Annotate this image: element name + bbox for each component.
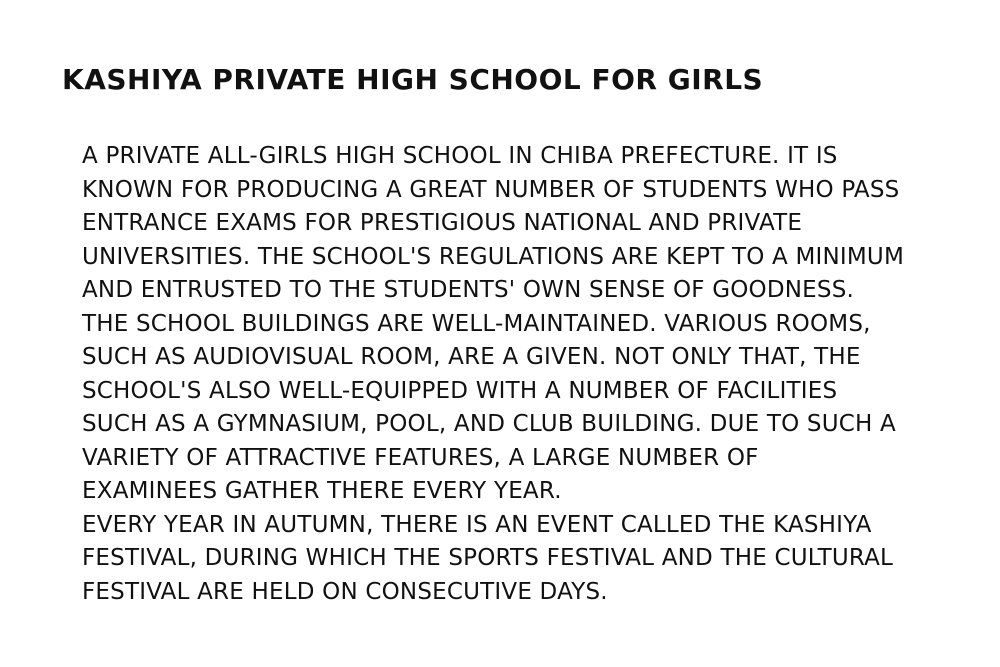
- text-line: FESTIVAL, DURING WHICH THE SPORTS FESTIVAL AND THE CULTURAL: [82, 545, 894, 571]
- text-line: A PRIVATE ALL-GIRLS HIGH SCHOOL IN CHIBA PREFECTURE. IT IS: [82, 143, 838, 169]
- body-text: [82, 140, 982, 609]
- text-line: ENTRANCE EXAMS FOR PRESTIGIOUS NATIONAL AND PRIVATE: [82, 210, 803, 236]
- text-line: SUCH AS AUDIOVISUAL ROOM, ARE A GIVEN. NOT ONLY THAT, THE: [82, 344, 861, 370]
- text-line: VARIETY OF ATTRACTIVE FEATURES, A LARGE NUMBER OF: [82, 444, 759, 471]
- text-line: THE SCHOOL BUILDINGS ARE WELL-MAINTAINED. VARIOUS ROOMS,: [82, 310, 871, 337]
- text-line: SUCH AS A GYMNASIUM, POOL, AND CLUB BUILDING. DUE TO SUCH A: [82, 411, 896, 437]
- text-line: EVERY YEAR IN AUTUMN, THERE IS AN EVENT CALLED THE KASHIYA: [82, 511, 872, 538]
- text-line: SCHOOL'S ALSO WELL-EQUIPPED WITH A NUMBER OF FACILITIES: [82, 377, 838, 404]
- text-line: AND ENTRUSTED TO THE STUDENTS' OWN SENSE OF GOODNESS.: [82, 277, 855, 303]
- page-title: KASHIYA PRIVATE HIGH SCHOOL FOR GIRLS: [62, 63, 764, 96]
- text-line: FESTIVAL ARE HELD ON CONSECUTIVE DAYS.: [82, 578, 608, 605]
- text-line: EXAMINEES GATHER THERE EVERY YEAR.: [82, 478, 562, 504]
- text-line: UNIVERSITIES. THE SCHOOL'S REGULATIONS ARE KEPT TO A MINIMUM: [82, 243, 904, 270]
- text-line: KNOWN FOR PRODUCING A GREAT NUMBER OF STUDENTS WHO PASS: [82, 176, 900, 203]
